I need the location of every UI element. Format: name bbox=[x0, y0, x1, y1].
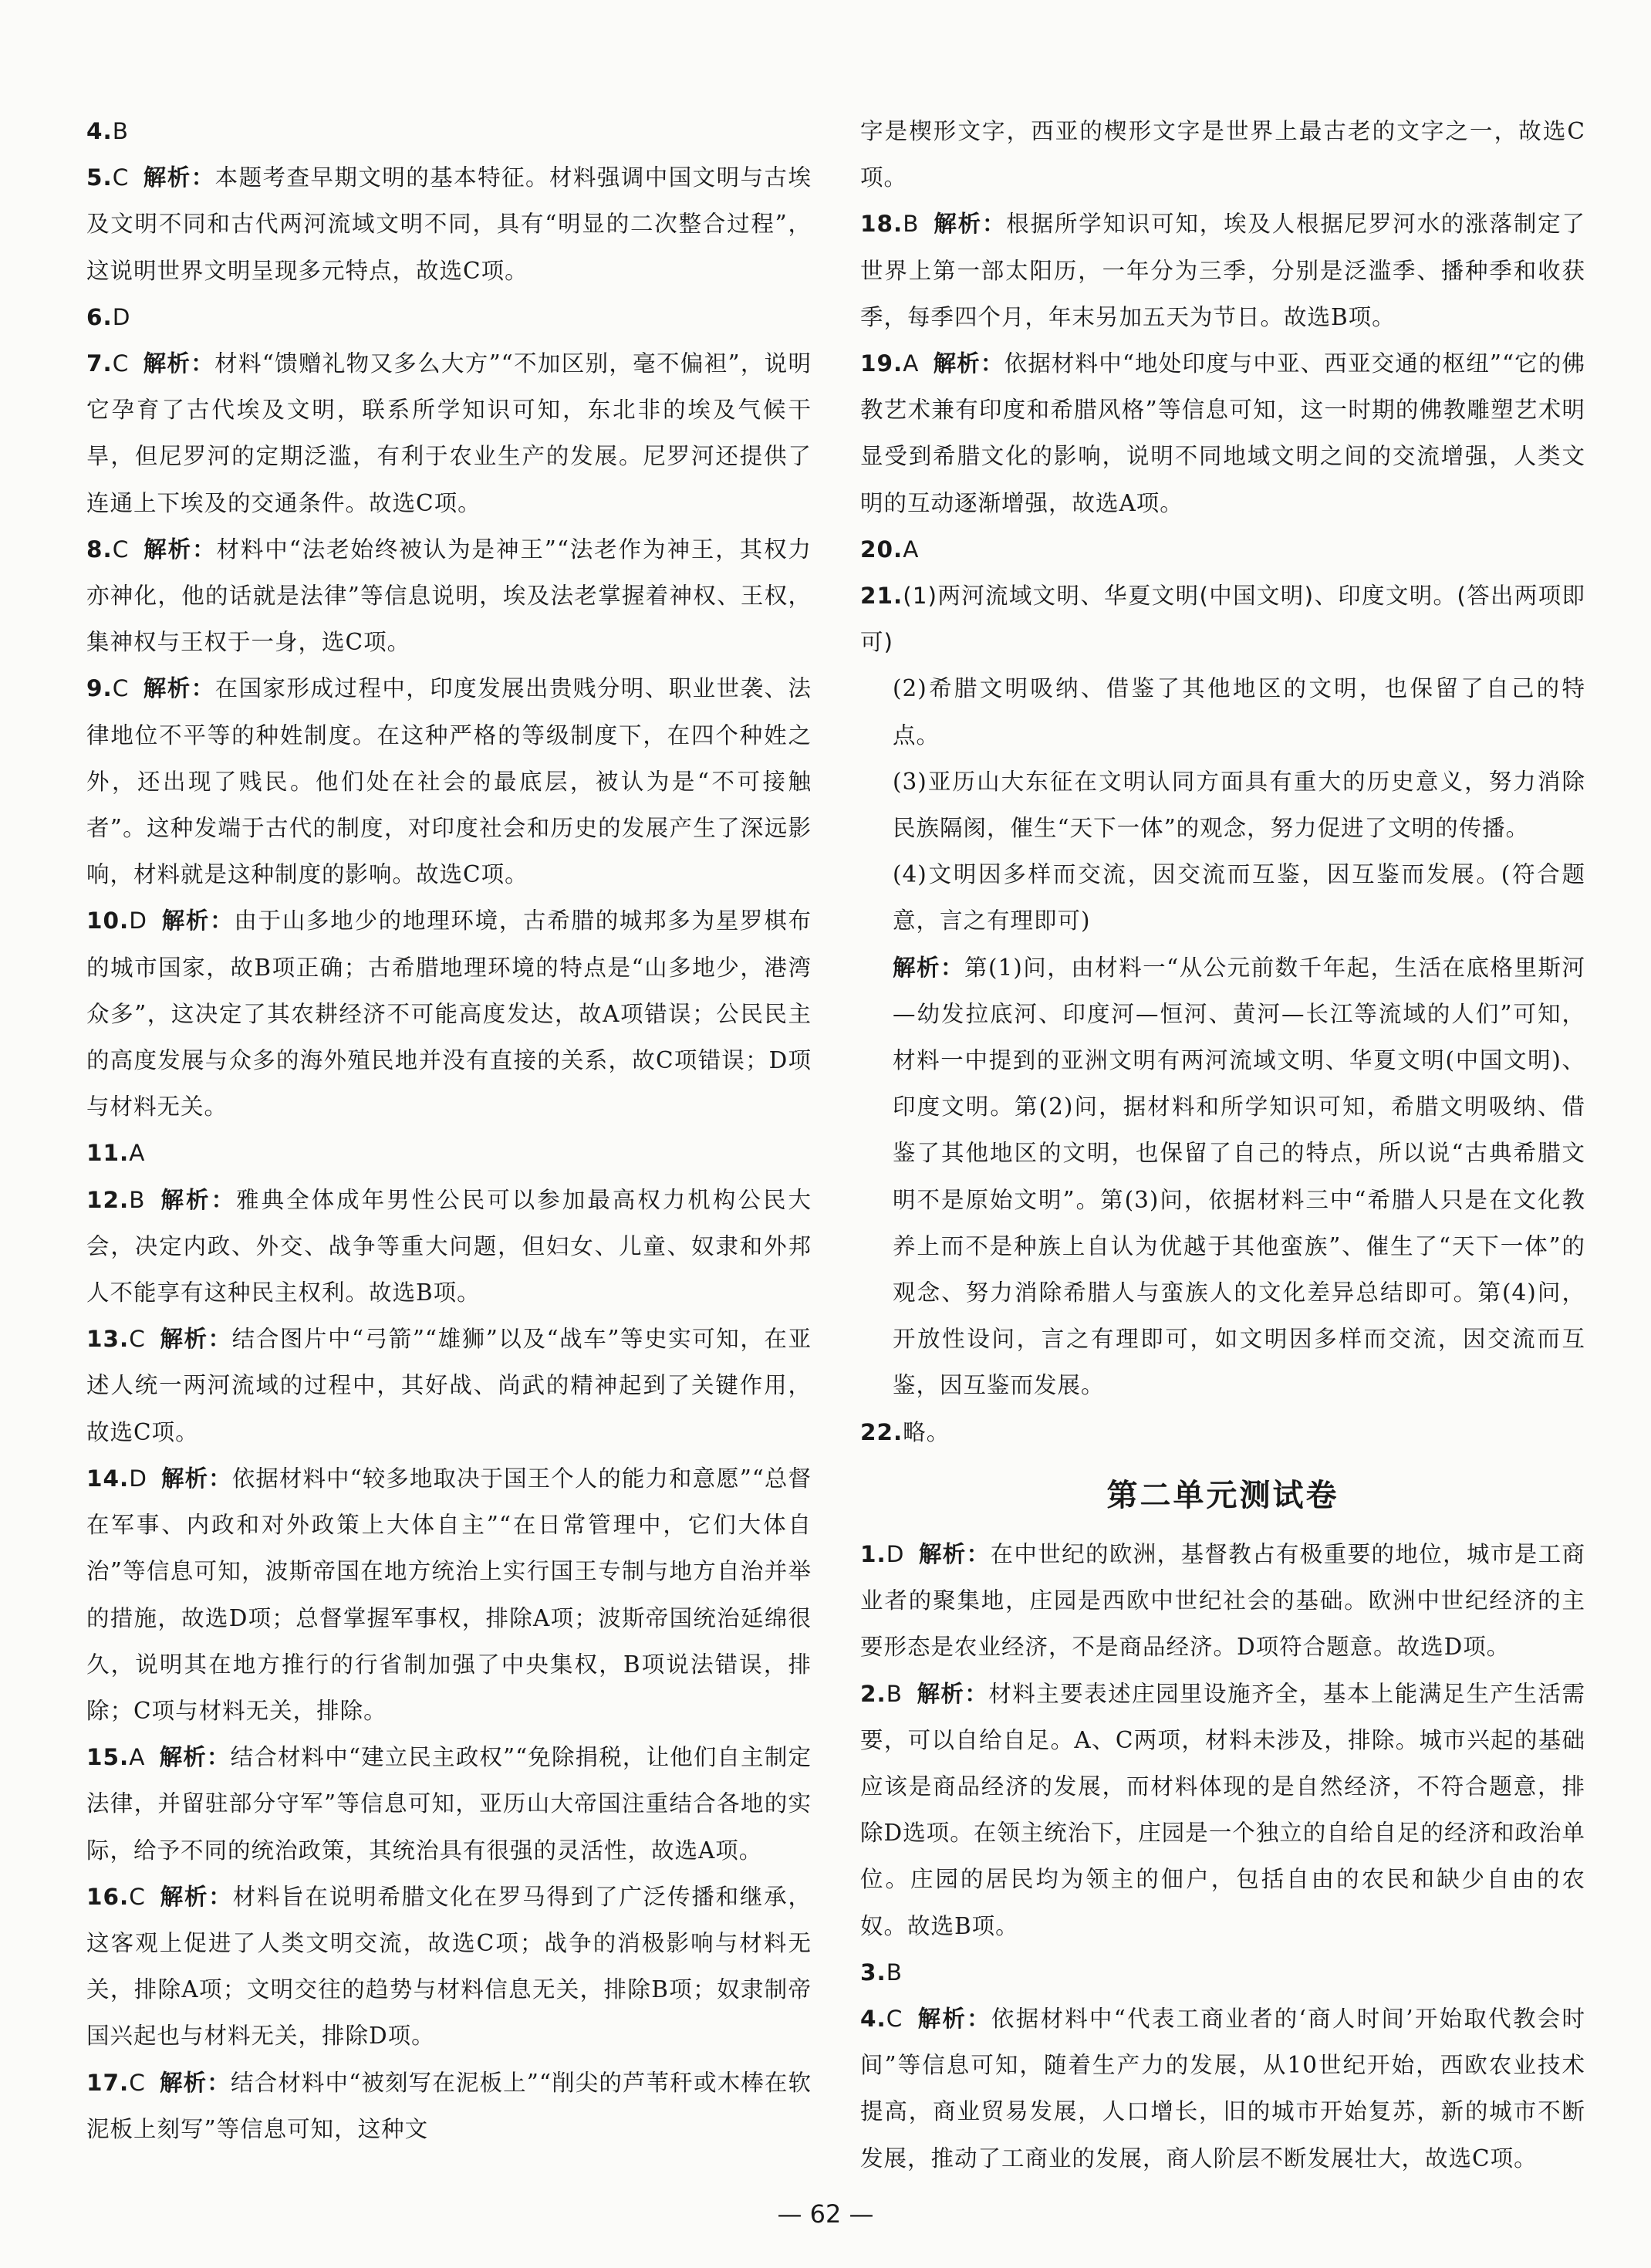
analysis-label: 解析： bbox=[159, 1882, 233, 1910]
answer-choice: A bbox=[903, 350, 920, 377]
answer-choice: B bbox=[903, 211, 920, 238]
sub-answer: (2)希腊文明吸纳、借鉴了其他地区的文明，也保留了自己的特点。 bbox=[893, 675, 1585, 749]
answer-entry bbox=[860, 1409, 1585, 1455]
section-title: 第二单元测试卷 bbox=[1106, 1477, 1339, 1513]
answer-choice: C bbox=[112, 350, 130, 377]
analysis-text: 由于山多地少的地理环境，古希腊的城邦多为星罗棋布的城市国家，故B项正确；古希腊地理环境的特点是“山多地少，港湾众多”，这决定了其农耕经济不可能高度发达，故A项错误；公民民主的高度发展与众多的海外殖民地并没有直接的关系，故C项错误；D项与材料无关。 bbox=[86, 908, 812, 1120]
analysis-label: 解析： bbox=[143, 674, 215, 702]
analysis-label: 解析： bbox=[916, 1679, 989, 1707]
analysis-label: 解析： bbox=[159, 1325, 232, 1353]
question-number: 4. bbox=[86, 118, 113, 144]
answer-entry bbox=[860, 340, 1585, 526]
analysis-text: 结合材料中“建立民主政权”“免除捐税，让他们自主制定法律，并留驻部分守军”等信息可知，亚历山大帝国注重结合各地的实际，给予不同的统治政策，其统治具有很强的灵活性，故选A项。 bbox=[86, 1744, 812, 1864]
analysis-text: 根据所学知识可知，埃及人根据尼罗河水的涨落制定了世界上第一部太阳历，一年分为三季，分别是泛滥季、播种季和收获季，每季四个月，年末另加五天为节日。故选B项。 bbox=[860, 211, 1585, 330]
question-number: 12. bbox=[86, 1186, 130, 1213]
question-number: 13. bbox=[86, 1326, 130, 1353]
question-number: 4. bbox=[860, 2005, 886, 2032]
analysis-text: 结合材料中“被刻写在泥板上”“削尖的芦苇秆或木棒在软泥板上刻写”等信息可知，这种文 bbox=[86, 2069, 812, 2142]
question-number: 21. bbox=[860, 583, 903, 610]
answer-entry bbox=[860, 201, 1585, 340]
answer-entry bbox=[860, 1531, 1585, 1671]
question-number: 20. bbox=[860, 536, 903, 563]
analysis-label: 解析： bbox=[918, 1540, 991, 1567]
answer-entry bbox=[86, 1734, 812, 1874]
question-number: 11. bbox=[86, 1140, 130, 1167]
question-number: 1. bbox=[860, 1540, 886, 1567]
analysis-text: 在中世纪的欧洲，基督教占有极重要的地位，城市是工商业者的聚集地，庄园是西欧中世纪社会的基础。欧洲中世纪经济的主要形态是农业经济，不是商品经济。D项符合题意。故选D项。 bbox=[860, 1540, 1585, 1661]
answer-entry bbox=[86, 897, 812, 1130]
question-number: 18. bbox=[860, 211, 903, 238]
answer-choice: B bbox=[112, 118, 129, 144]
left-column bbox=[86, 108, 812, 2152]
analysis-label: 解析： bbox=[917, 2004, 991, 2032]
analysis-text: 依据材料中“代表工商业者的‘商人时间’开始取代教会时间”等信息可知，随着生产力的发展，从10世纪开始，西欧农业技术提高，商业贸易发展，人口增长，旧的城市开始复苏，新的城市不断发展，推动了工商业的发展，商人阶层不断发展壮大，故选C项。 bbox=[860, 2005, 1585, 2172]
analysis-label: 解析： bbox=[933, 350, 1004, 377]
analysis-text: 本题考查早期文明的基本特征。材料强调中国文明与古埃及文明不同和古代两河流域文明不同，具有“明显的二次整合过程”，这说明世界文明呈现多元特点，故选C项。 bbox=[86, 164, 812, 284]
answer-choice: B bbox=[129, 1186, 146, 1213]
answer-entry bbox=[86, 108, 812, 154]
answer-entry bbox=[860, 1671, 1585, 1949]
analysis-label: 解析： bbox=[160, 1464, 232, 1492]
analysis-paragraph bbox=[893, 945, 1585, 1409]
page-number: — 62 — bbox=[777, 2199, 874, 2229]
question-number: 6. bbox=[86, 303, 113, 330]
question-number: 8. bbox=[86, 536, 113, 563]
answer-choice: B bbox=[886, 1959, 903, 1986]
question-number: 19. bbox=[860, 350, 903, 377]
answer-choice: C bbox=[112, 164, 130, 191]
question-number: 14. bbox=[86, 1465, 130, 1492]
question-number: 5. bbox=[86, 164, 113, 191]
question-number: 22. bbox=[860, 1418, 903, 1445]
question-number: 3. bbox=[860, 1959, 886, 1986]
answer-entry bbox=[860, 1996, 1585, 2182]
answer-choice: C bbox=[129, 1883, 146, 1910]
answer-entry bbox=[86, 1177, 812, 1317]
question-number: 9. bbox=[86, 675, 113, 702]
answer-entry bbox=[86, 340, 812, 526]
answer-choice: (1)两河流域文明、华夏文明(中国文明)、印度文明。(答出两项即可) bbox=[860, 583, 1585, 656]
question-number: 2. bbox=[860, 1680, 886, 1707]
answer-entry bbox=[86, 2060, 812, 2152]
answer-choice: C bbox=[886, 2005, 903, 2032]
answer-choice: C bbox=[129, 1326, 146, 1353]
answer-choice: D bbox=[129, 908, 147, 935]
analysis-label: 解析： bbox=[159, 1743, 231, 1771]
analysis-text: 结合图片中“弓箭”“雄狮”以及“战车”等史实可知，在亚述人统一两河流域的过程中，其好战、尚武的精神起到了关键作用，故选C项。 bbox=[86, 1326, 812, 1445]
answer-choice: A bbox=[129, 1744, 146, 1771]
analysis-text: 材料中“法老始终被认为是神王”“法老作为神王，其权力亦神化，他的话就是法律”等信息说明，埃及法老掌握着神权、王权，集神权与王权于一身，选C项。 bbox=[86, 536, 812, 656]
answer-entry bbox=[860, 1949, 1585, 1996]
answer-entry bbox=[86, 154, 812, 294]
analysis-text: 依据材料中“地处印度与中亚、西亚交通的枢纽”“它的佛教艺术兼有印度和希腊风格”等信息可知，这一时期的佛教雕塑艺术明显受到希腊文化的影响，说明不同地域文明之间的交流增强，人类文明的互动逐渐增强，故选A项。 bbox=[860, 350, 1585, 516]
right-column-top bbox=[860, 108, 1585, 1455]
analysis-text: 第(1)问，由材料一“从公元前数千年起，生活在底格里斯河—幼发拉底河、印度河—恒河、黄河—长江等流域的人们”可知，材料一中提到的亚洲文明有两河流域文明、华夏文明(中国文明)、印度文明。第(2)问，据材料和所学知识可知，希腊文明吸纳、借鉴了其他地区的文明，也保留了自己的特点，所以说“古典希腊文明不是原始文明”。第(3)问，依据材料三中“希腊人只是在文化教养上而不是种族上自认为优越于其他蛮族”、催生了“天下一体”的观念、努力消除希腊人与蛮族人的文化差异总结即可。第(4)问，开放性设问，言之有理即可，如文明因多样而交流，因交流而互鉴，因互鉴而发展。 bbox=[893, 954, 1585, 1399]
analysis-text: 材料主要表述庄园里设施齐全，基本上能满足生产生活需要，可以自给自足。A、C两项，材料未涉及，排除。城市兴起的基础应该是商品经济的发展，而材料体现的是自然经济，不符合题意，排除D选项。在领主统治下，庄园是一个独立的自给自足的经济和政治单位。庄园的居民均为领主的佃户，包括自由的农民和缺少自由的农奴。故选B项。 bbox=[860, 1680, 1585, 1939]
answer-entry bbox=[86, 294, 812, 340]
answer-entry bbox=[86, 1455, 812, 1734]
answer-entry bbox=[86, 1874, 812, 2060]
answer-choice: C bbox=[112, 536, 130, 563]
analysis-label: 解析： bbox=[159, 2068, 231, 2096]
analysis-text: 材料旨在说明希腊文化在罗马得到了广泛传播和继承，这客观上促进了人类文明交流，故选C项；战争的消极影响与材料无关，排除A项；文明交往的趋势与材料信息无关，排除B项；奴隶制帝国兴起也与材料无关，排除D项。 bbox=[86, 1883, 812, 2050]
analysis-label: 解析： bbox=[893, 953, 964, 981]
answer-choice: 略。 bbox=[903, 1418, 950, 1445]
question-number: 16. bbox=[86, 1883, 130, 1910]
answer-choice: C bbox=[112, 675, 130, 702]
answer-choice: B bbox=[886, 1680, 903, 1707]
answer-entry bbox=[86, 1316, 812, 1455]
answer-choice: A bbox=[129, 1140, 146, 1167]
analysis-label: 解析： bbox=[160, 907, 235, 935]
analysis-label: 解析： bbox=[159, 1185, 237, 1213]
answer-entry bbox=[86, 1130, 812, 1176]
analysis-label: 解析： bbox=[933, 210, 1007, 238]
question-number: 10. bbox=[86, 908, 130, 935]
answer-choice: D bbox=[886, 1540, 905, 1567]
question-number: 15. bbox=[86, 1744, 130, 1771]
right-column-bottom bbox=[860, 1531, 1585, 2182]
answer-entry bbox=[860, 108, 1585, 201]
answer-choice: A bbox=[903, 536, 920, 563]
right-column bbox=[860, 108, 1585, 2182]
answer-entry bbox=[860, 573, 1585, 665]
analysis-label: 解析： bbox=[143, 164, 215, 191]
answer-choice: C bbox=[129, 2069, 146, 2096]
analysis-text: 依据材料中“较多地取决于国王个人的能力和意愿”“总督在军事、内政和对外政策上大体自主”“在日常管理中，它们大体自治”等信息可知，波斯帝国在地方统治上实行国王专制与地方自治并举的措施，故选D项；总督掌握军事权，排除A项；波斯帝国统治延绵很久，说明其在地方推行的行省制加强了中央集权，B项说法错误，排除；C项与材料无关，排除。 bbox=[86, 1465, 812, 1724]
answer-entry bbox=[86, 665, 812, 897]
analysis-text: 雅典全体成年男性公民可以参加最高权力机构公民大会，决定内政、外交、战争等重大问题，但妇女、儿童、奴隶和外邦人不能享有这种民主权利。故选B项。 bbox=[86, 1186, 812, 1306]
answer-entry bbox=[860, 526, 1585, 573]
answer-choice: D bbox=[129, 1465, 147, 1492]
sub-answer: (3)亚历山大东征在文明认同方面具有重大的历史意义，努力消除民族隔阂，催生“天下一体”的观念，努力促进了文明的传播。 bbox=[893, 768, 1585, 842]
question-number: 17. bbox=[86, 2069, 130, 2096]
answer-continuation: 字是楔形文字，西亚的楔形文字是世界上最古老的文字之一，故选C项。 bbox=[860, 118, 1585, 191]
answer-choice: D bbox=[112, 303, 131, 330]
answer-entry bbox=[86, 526, 812, 666]
analysis-label: 解析： bbox=[143, 535, 217, 563]
analysis-text: 材料“馈赠礼物又多么大方”“不加区别，毫不偏袒”，说明它孕育了古代埃及文明，联系所学知识可知，东北非的埃及气候干旱，但尼罗河的定期泛滥，有利于农业生产的发展。尼罗河还提供了连通上下埃及的交通条件。故选C项。 bbox=[86, 350, 812, 516]
analysis-label: 解析： bbox=[143, 350, 215, 377]
question-number: 7. bbox=[86, 350, 113, 377]
analysis-text: 在国家形成过程中，印度发展出贵贱分明、职业世袭、法律地位不平等的种姓制度。在这种严格的等级制度下，在四个种姓之外，还出现了贱民。他们处在社会的最底层，被认为是“不可接触者”。这种发端于古代的制度，对印度社会和历史的发展产生了深远影响，材料就是这种制度的影响。故选C项。 bbox=[86, 675, 812, 888]
sub-answer: (4)文明因多样而交流，因交流而互鉴，因互鉴而发展。(符合题意，言之有理即可) bbox=[893, 861, 1585, 935]
